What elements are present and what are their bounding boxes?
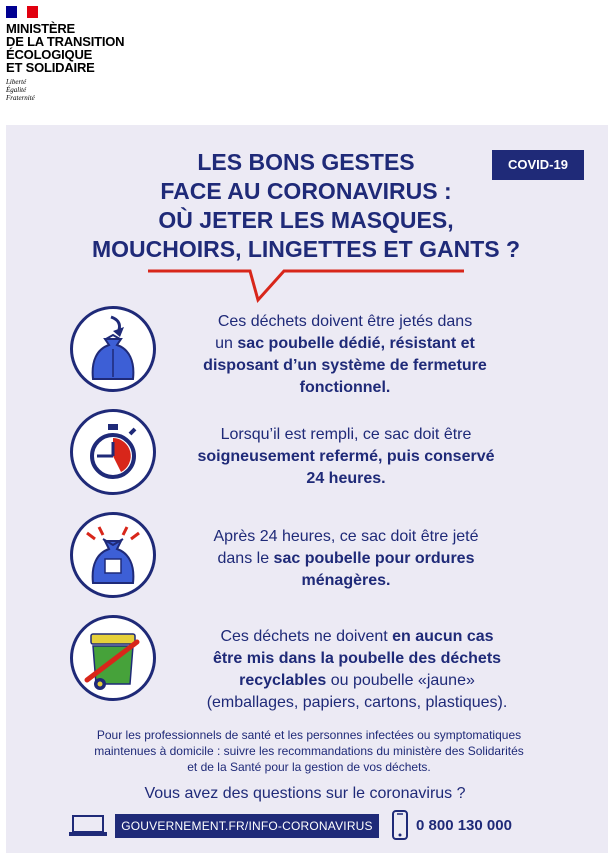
poster-title	[58, 148, 554, 264]
ministry-name-line: ÉCOLOGIQUE	[6, 47, 93, 62]
bold-text-run: en aucun cas	[392, 628, 494, 645]
ministry-name-line: DE LA TRANSITION	[6, 34, 125, 49]
speech-pointer-icon	[148, 268, 468, 304]
title-line: FACE AU CORONAVIRUS :	[160, 178, 452, 204]
text-run: un	[215, 335, 238, 352]
flag-red-band	[27, 6, 38, 18]
step-3-icon-circle	[70, 512, 156, 598]
step-2-text	[176, 424, 516, 490]
ministry-name-line: MINISTÈRE	[6, 21, 75, 36]
stopwatch-icon	[73, 412, 153, 492]
step-1-icon-circle	[70, 306, 156, 392]
step-line	[176, 548, 516, 570]
title-line: MOUCHOIRS, LINGETTES ET GANTS ?	[91, 236, 521, 262]
step-line	[172, 648, 542, 670]
motto-line: Liberté	[6, 78, 27, 86]
info-website-link[interactable]: GOUVERNEMENT.FR/INFO-CORONAVIRUS	[115, 814, 379, 838]
laptop-icon	[68, 815, 108, 837]
step-line	[172, 692, 542, 714]
title-line: OÙ JETER LES MASQUES,	[158, 207, 454, 233]
bold-text-run: être mis dans la poubelle des déchets	[212, 650, 502, 667]
step-2-icon-circle	[70, 409, 156, 495]
step-line	[176, 446, 516, 468]
text-run: Ces déchets ne doivent	[220, 628, 393, 645]
step-1-text	[180, 311, 510, 399]
step-4-icon-circle	[70, 615, 156, 701]
step-4-text	[172, 626, 542, 714]
bold-text-run: sac poubelle dédié, résistant et	[237, 335, 475, 352]
bold-text-run: recyclables	[239, 672, 327, 689]
title-line: LES BONS GESTES	[197, 149, 415, 175]
motto-line: Fraternité	[6, 94, 35, 102]
ministry-name-line: ET SOLIDAIRE	[6, 60, 95, 75]
no-recycling-bin-icon	[73, 618, 153, 698]
bold-text-run: soigneusement refermé, puis conservé	[197, 448, 495, 465]
info-phone-number[interactable]: 0 800 130 000	[416, 817, 512, 834]
step-line	[180, 377, 510, 399]
text-run: (emballages, papiers, cartons, plastiques).	[206, 694, 508, 711]
step-line	[180, 355, 510, 377]
text-run: Après 24 heures, ce sac doit être jeté	[213, 528, 479, 545]
note-line: Pour les professionnels de santé et les personnes infectées ou symptomatiques	[96, 728, 522, 742]
health-professionals-note	[24, 727, 594, 775]
french-flag-logo	[6, 6, 38, 18]
smartphone-icon	[392, 810, 408, 840]
covid-badge: COVID-19	[492, 150, 584, 180]
bold-text-run: disposant d’un système de fermeture	[203, 357, 487, 374]
bold-text-run: fonctionnel.	[299, 379, 391, 396]
motto-line: Égalité	[6, 86, 27, 94]
trash-bag-down-arrow-icon	[73, 309, 153, 389]
text-run: dans le	[217, 550, 274, 567]
flag-blue-band	[6, 6, 17, 18]
step-line	[180, 311, 510, 333]
ministry-header	[0, 0, 608, 112]
text-run: Lorsqu’il est rempli, ce sac doit être	[220, 426, 472, 443]
step-line	[172, 670, 542, 692]
bold-text-run: ménagères.	[301, 572, 391, 589]
step-line	[180, 333, 510, 355]
text-run: Ces déchets doivent être jetés dans	[217, 313, 473, 330]
step-3-text	[176, 526, 516, 592]
step-line	[176, 570, 516, 592]
step-line	[176, 424, 516, 446]
bold-text-run: 24 heures.	[306, 470, 386, 487]
note-line: maintenues à domicile : suivre les recommandations du ministère des Solidarités	[94, 744, 524, 758]
closed-bag-icon	[73, 515, 153, 595]
questions-heading: Vous avez des questions sur le coronavirus ?	[144, 785, 466, 802]
note-line: et de la Santé pour la gestion de vos déchets.	[187, 760, 431, 774]
bold-text-run: sac poubelle pour ordures	[273, 550, 475, 567]
step-line	[176, 468, 516, 490]
step-line	[176, 526, 516, 548]
text-run: ou poubelle «jaune»	[326, 672, 475, 689]
step-line	[172, 626, 542, 648]
flag-white-band	[17, 6, 28, 18]
